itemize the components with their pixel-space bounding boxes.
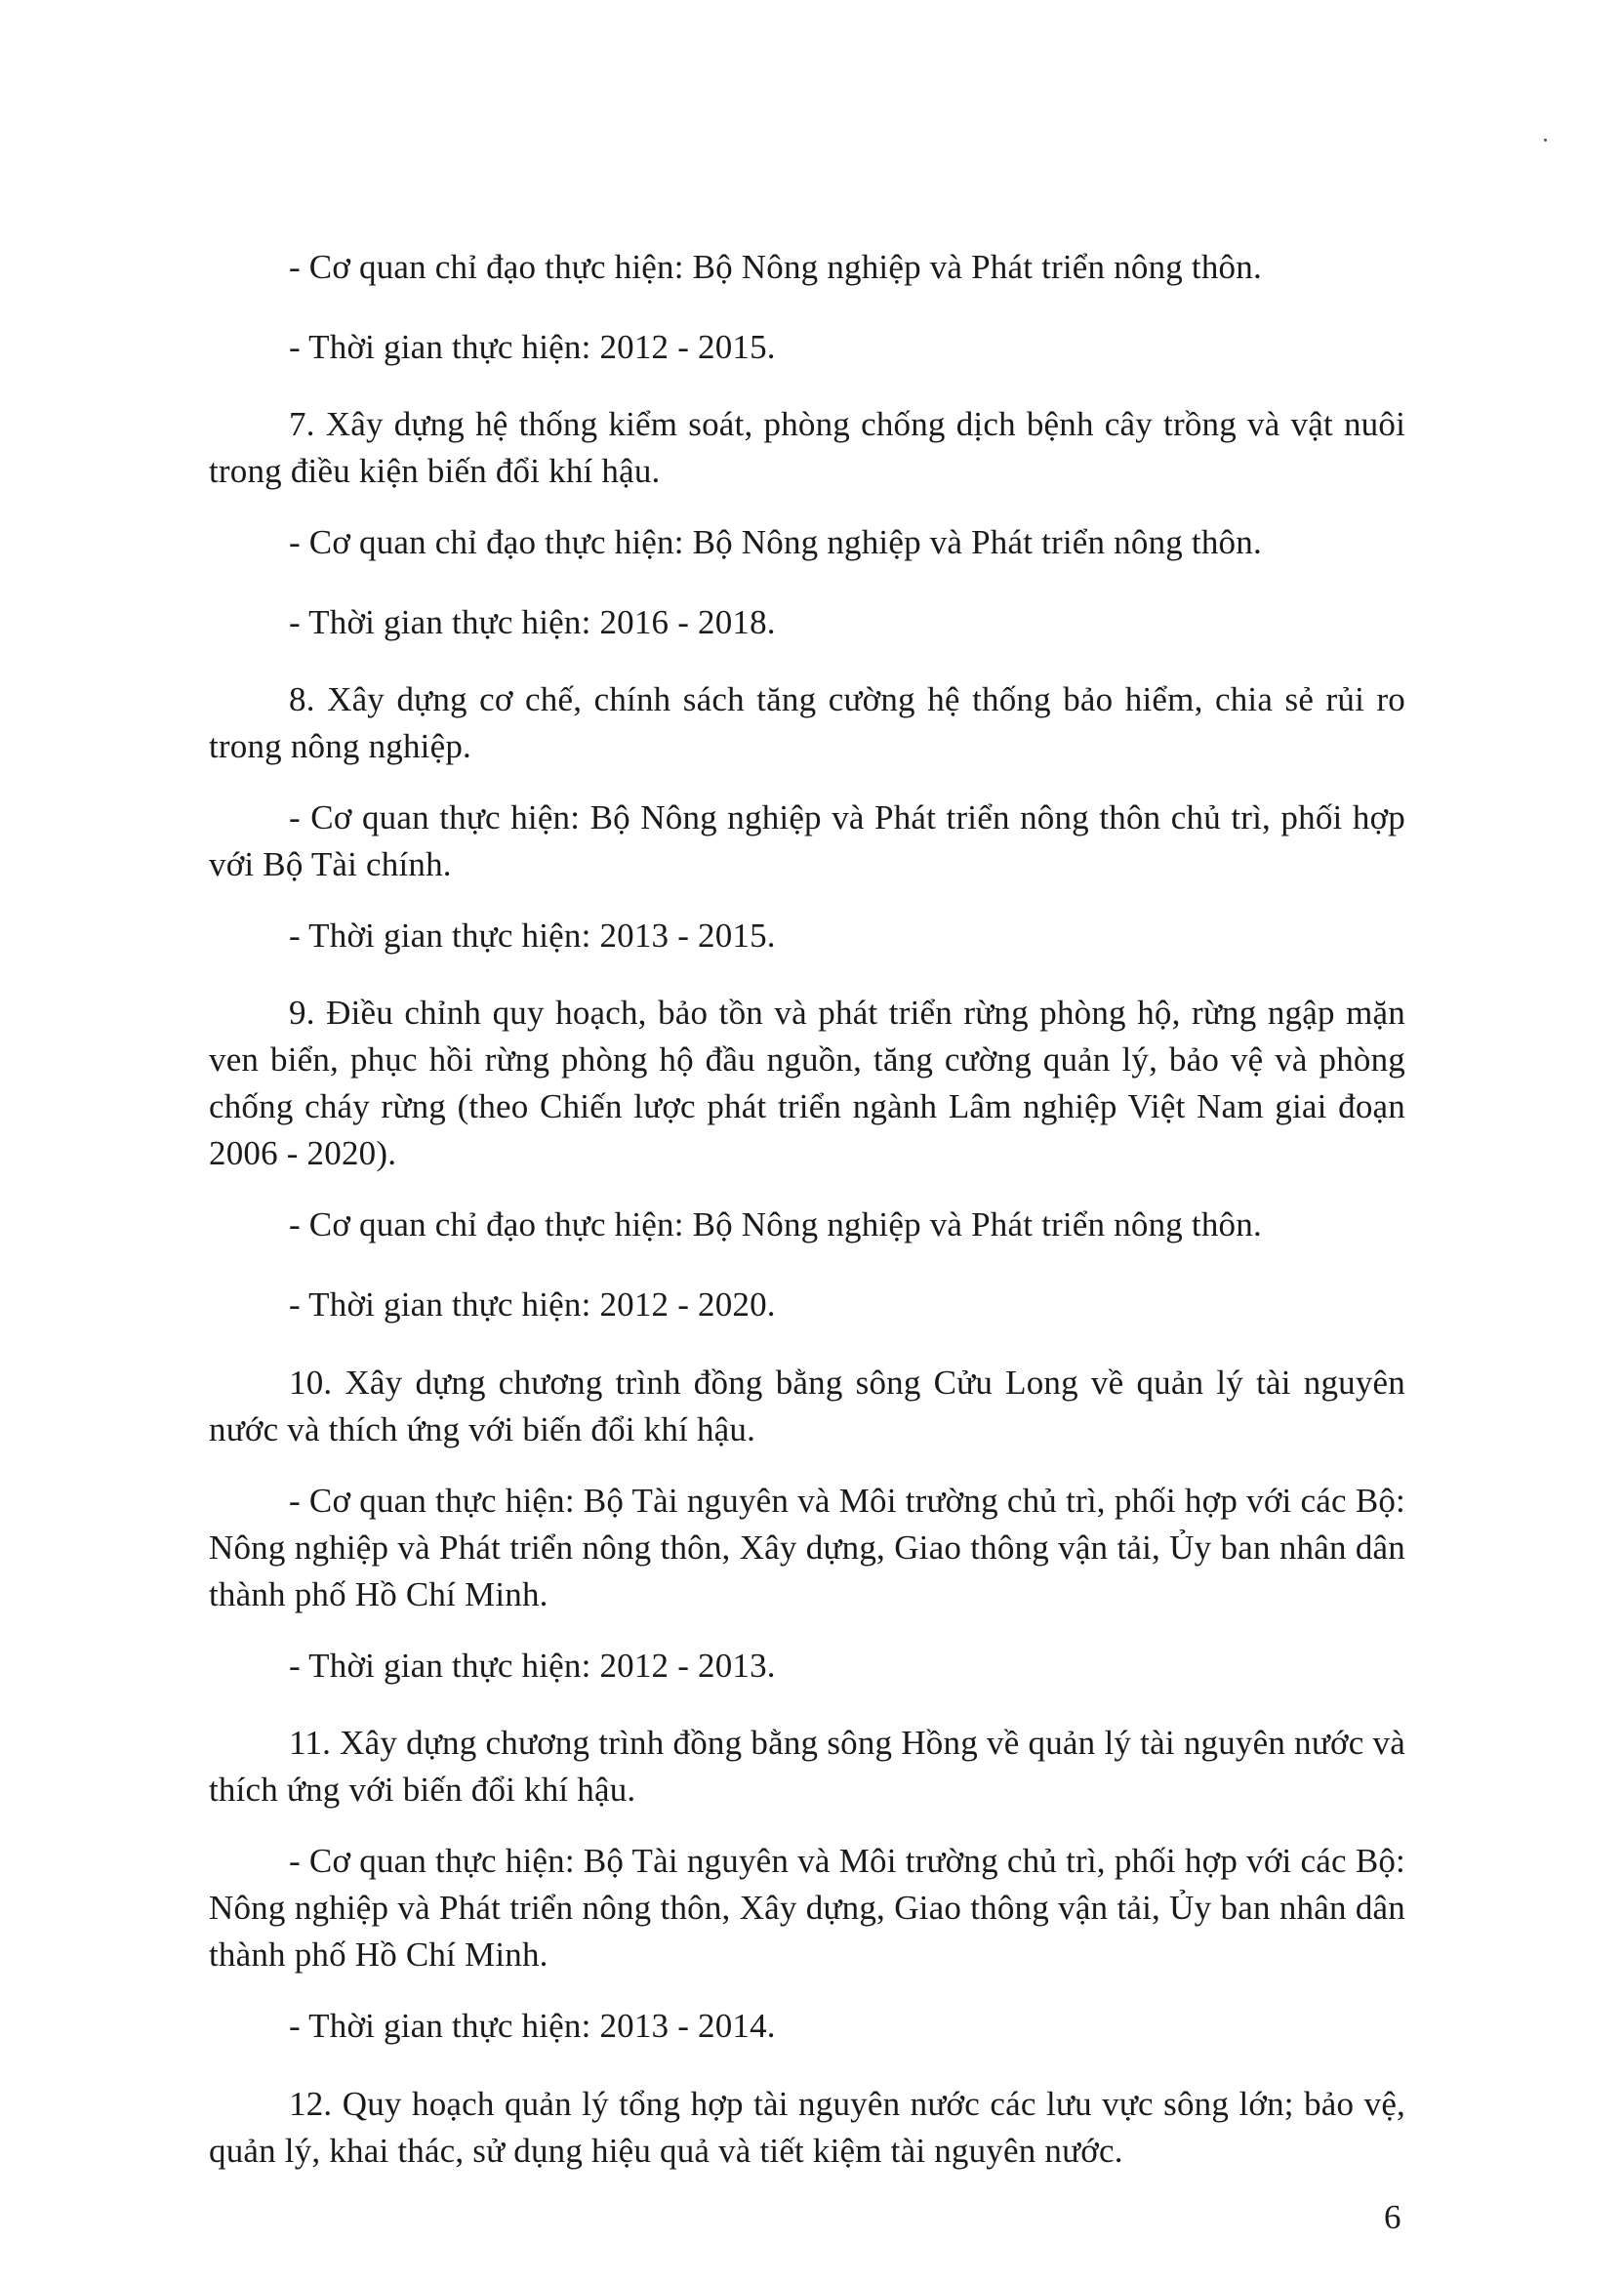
paragraph-agency-11: - Cơ quan thực hiện: Bộ Tài nguyên và Môi trường chủ trì, phối hợp với các Bộ: Nông nghiệp và Phát triển nông thôn, Xây dựng, Giao thông vận tải, Ủy ban nhân dân thành phố Hồ Chí Minh. <box>209 1842 1405 1974</box>
paragraph-item-7: 7. Xây dựng hệ thống kiểm soát, phòng chống dịch bệnh cây trồng và vật nuôi trong điều kiện biến đổi khí hậu. <box>209 405 1405 490</box>
paragraph-time-1: - Thời gian thực hiện: 2012 - 2015. <box>289 328 776 366</box>
paragraph-item-11: 11. Xây dựng chương trình đồng bằng sông Hồng về quản lý tài nguyên nước và thích ứng với biến đổi khí hậu. <box>209 1724 1405 1809</box>
paragraph-time-11: - Thời gian thực hiện: 2013 - 2014. <box>289 2007 776 2045</box>
paragraph-agency-9: - Cơ quan chỉ đạo thực hiện: Bộ Nông nghiệp và Phát triển nông thôn. <box>289 1205 1262 1243</box>
paragraph-agency-1: - Cơ quan chỉ đạo thực hiện: Bộ Nông nghiệp và Phát triển nông thôn. <box>289 248 1262 286</box>
scan-speck <box>1544 139 1547 142</box>
paragraph-time-8: - Thời gian thực hiện: 2013 - 2015. <box>289 917 776 955</box>
paragraph-agency-10: - Cơ quan thực hiện: Bộ Tài nguyên và Môi trường chủ trì, phối hợp với các Bộ: Nông nghiệp và Phát triển nông thôn, Xây dựng, Giao thông vận tải, Ủy ban nhân dân thành phố Hồ Chí Minh. <box>209 1482 1405 1613</box>
paragraph-item-12: 12. Quy hoạch quản lý tổng hợp tài nguyên nước các lưu vực sông lớn; bảo vệ, quản lý, khai thác, sử dụng hiệu quả và tiết kiệm tài nguyên nước. <box>209 2085 1405 2170</box>
paragraph-item-10: 10. Xây dựng chương trình đồng bằng sông Cửu Long về quản lý tài nguyên nước và thích ứng với biến đổi khí hậu. <box>209 1364 1405 1448</box>
paragraph-item-8: 8. Xây dựng cơ chế, chính sách tăng cường hệ thống bảo hiểm, chia sẻ rủi ro trong nông nghiệp. <box>209 680 1405 765</box>
paragraph-time-7: - Thời gian thực hiện: 2016 - 2018. <box>289 603 776 641</box>
page-number: 6 <box>1384 2198 1401 2236</box>
paragraph-item-9: 9. Điều chỉnh quy hoạch, bảo tồn và phát triển rừng phòng hộ, rừng ngập mặn ven biển, phục hồi rừng phòng hộ đầu nguồn, tăng cường quản lý, bảo vệ và phòng chống cháy rừng (theo Chiến lược phát triển ngành Lâm nghiệp Việt Nam giai đoạn 2006 - 2020). <box>209 994 1405 1172</box>
paragraph-time-10: - Thời gian thực hiện: 2012 - 2013. <box>289 1647 776 1685</box>
paragraph-time-9: - Thời gian thực hiện: 2012 - 2020. <box>289 1285 776 1324</box>
paragraph-agency-7: - Cơ quan chỉ đạo thực hiện: Bộ Nông nghiệp và Phát triển nông thôn. <box>289 523 1262 561</box>
paragraph-agency-8: - Cơ quan thực hiện: Bộ Nông nghiệp và Phát triển nông thôn chủ trì, phối hợp với Bộ Tài chính. <box>209 798 1405 883</box>
